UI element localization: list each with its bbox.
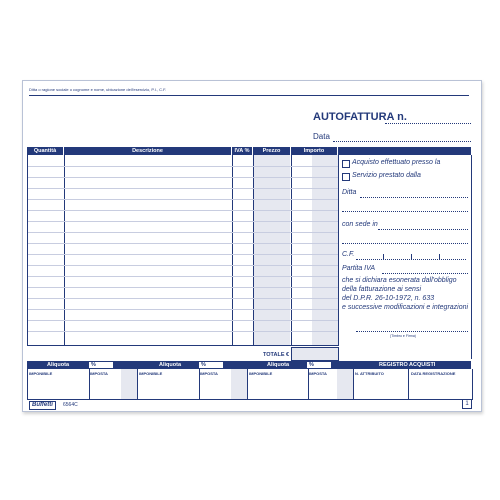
col-descrizione: Descrizione <box>64 147 231 155</box>
numero-field[interactable] <box>385 123 471 124</box>
copy-number: 1 <box>462 399 472 409</box>
aliquota-label-3: Aliquota <box>267 362 289 368</box>
col-quantita: Quantità <box>27 147 63 155</box>
totale-label: TOTALE € <box>263 352 290 358</box>
imponibile-2: IMPONIBILE <box>139 371 163 376</box>
imposta-1: IMPOSTA <box>90 371 108 376</box>
col-importo: Importo <box>291 147 337 155</box>
ditta-caption: Ditta o ragione sociale o cognome e nome, ubicazione dell'esercizio, P.I., C.F. <box>29 87 167 92</box>
aliquota-label-2: Aliquota <box>159 362 181 368</box>
data-label: Data <box>313 132 330 141</box>
percent-1: % <box>91 362 96 368</box>
ditta-field[interactable] <box>360 197 468 198</box>
header-bar-right <box>338 147 471 155</box>
esonero-note: che si dichiara esonerata dall'obbligo della fatturazione ai sensi del D.P.R. 26-10-1972, n. 633 e successive modificazioni e integrazioni <box>342 277 469 311</box>
form-title: AUTOFATTURA n. <box>313 111 407 123</box>
percent-2: % <box>201 362 206 368</box>
importo-shade <box>312 155 338 345</box>
form-code: 6564C <box>63 402 78 408</box>
ditta-line <box>29 95 469 96</box>
firma-field[interactable] <box>356 331 468 332</box>
aliquota-label-1: Aliquota <box>47 362 69 368</box>
items-table <box>27 155 339 346</box>
piva-field[interactable] <box>382 273 468 274</box>
col-prezzo: Prezzo <box>253 147 290 155</box>
servizio-checkbox[interactable] <box>342 173 350 181</box>
acquisto-checkbox[interactable] <box>342 160 350 168</box>
piva-label: Partita IVA <box>342 265 376 272</box>
autofattura-form <box>22 80 482 412</box>
brand-logo: Buffetti <box>29 401 56 410</box>
cf-label: C.F. <box>342 251 355 258</box>
data-reg-label: DATA REGISTRAZIONE <box>411 371 456 376</box>
imposta-3: IMPOSTA <box>309 371 327 376</box>
totale-field[interactable] <box>291 347 339 361</box>
right-panel <box>338 155 472 359</box>
imponibile-3: IMPONIBILE <box>249 371 273 376</box>
imponibile-1: IMPONIBILE <box>29 371 53 376</box>
n-attribuito-label: N. ATTRIBUITO <box>355 371 384 376</box>
registro-label: REGISTRO ACQUISTI <box>379 362 436 368</box>
acquisto-label: Acquisto effettuato presso la <box>352 159 441 166</box>
imposta-2: IMPOSTA <box>200 371 218 376</box>
sede-field[interactable] <box>378 229 468 230</box>
timbro-label: (Timbro e Firma) <box>390 334 416 338</box>
ditta-label: Ditta <box>342 189 357 196</box>
prezzo-shade <box>254 155 290 345</box>
sede-label: con sede in <box>342 221 378 228</box>
col-iva: IVA % <box>232 147 252 155</box>
data-field[interactable] <box>333 141 471 142</box>
cf-field[interactable] <box>356 252 466 260</box>
percent-3: % <box>309 362 314 368</box>
servizio-label: Servizio prestato dalla <box>352 172 421 179</box>
